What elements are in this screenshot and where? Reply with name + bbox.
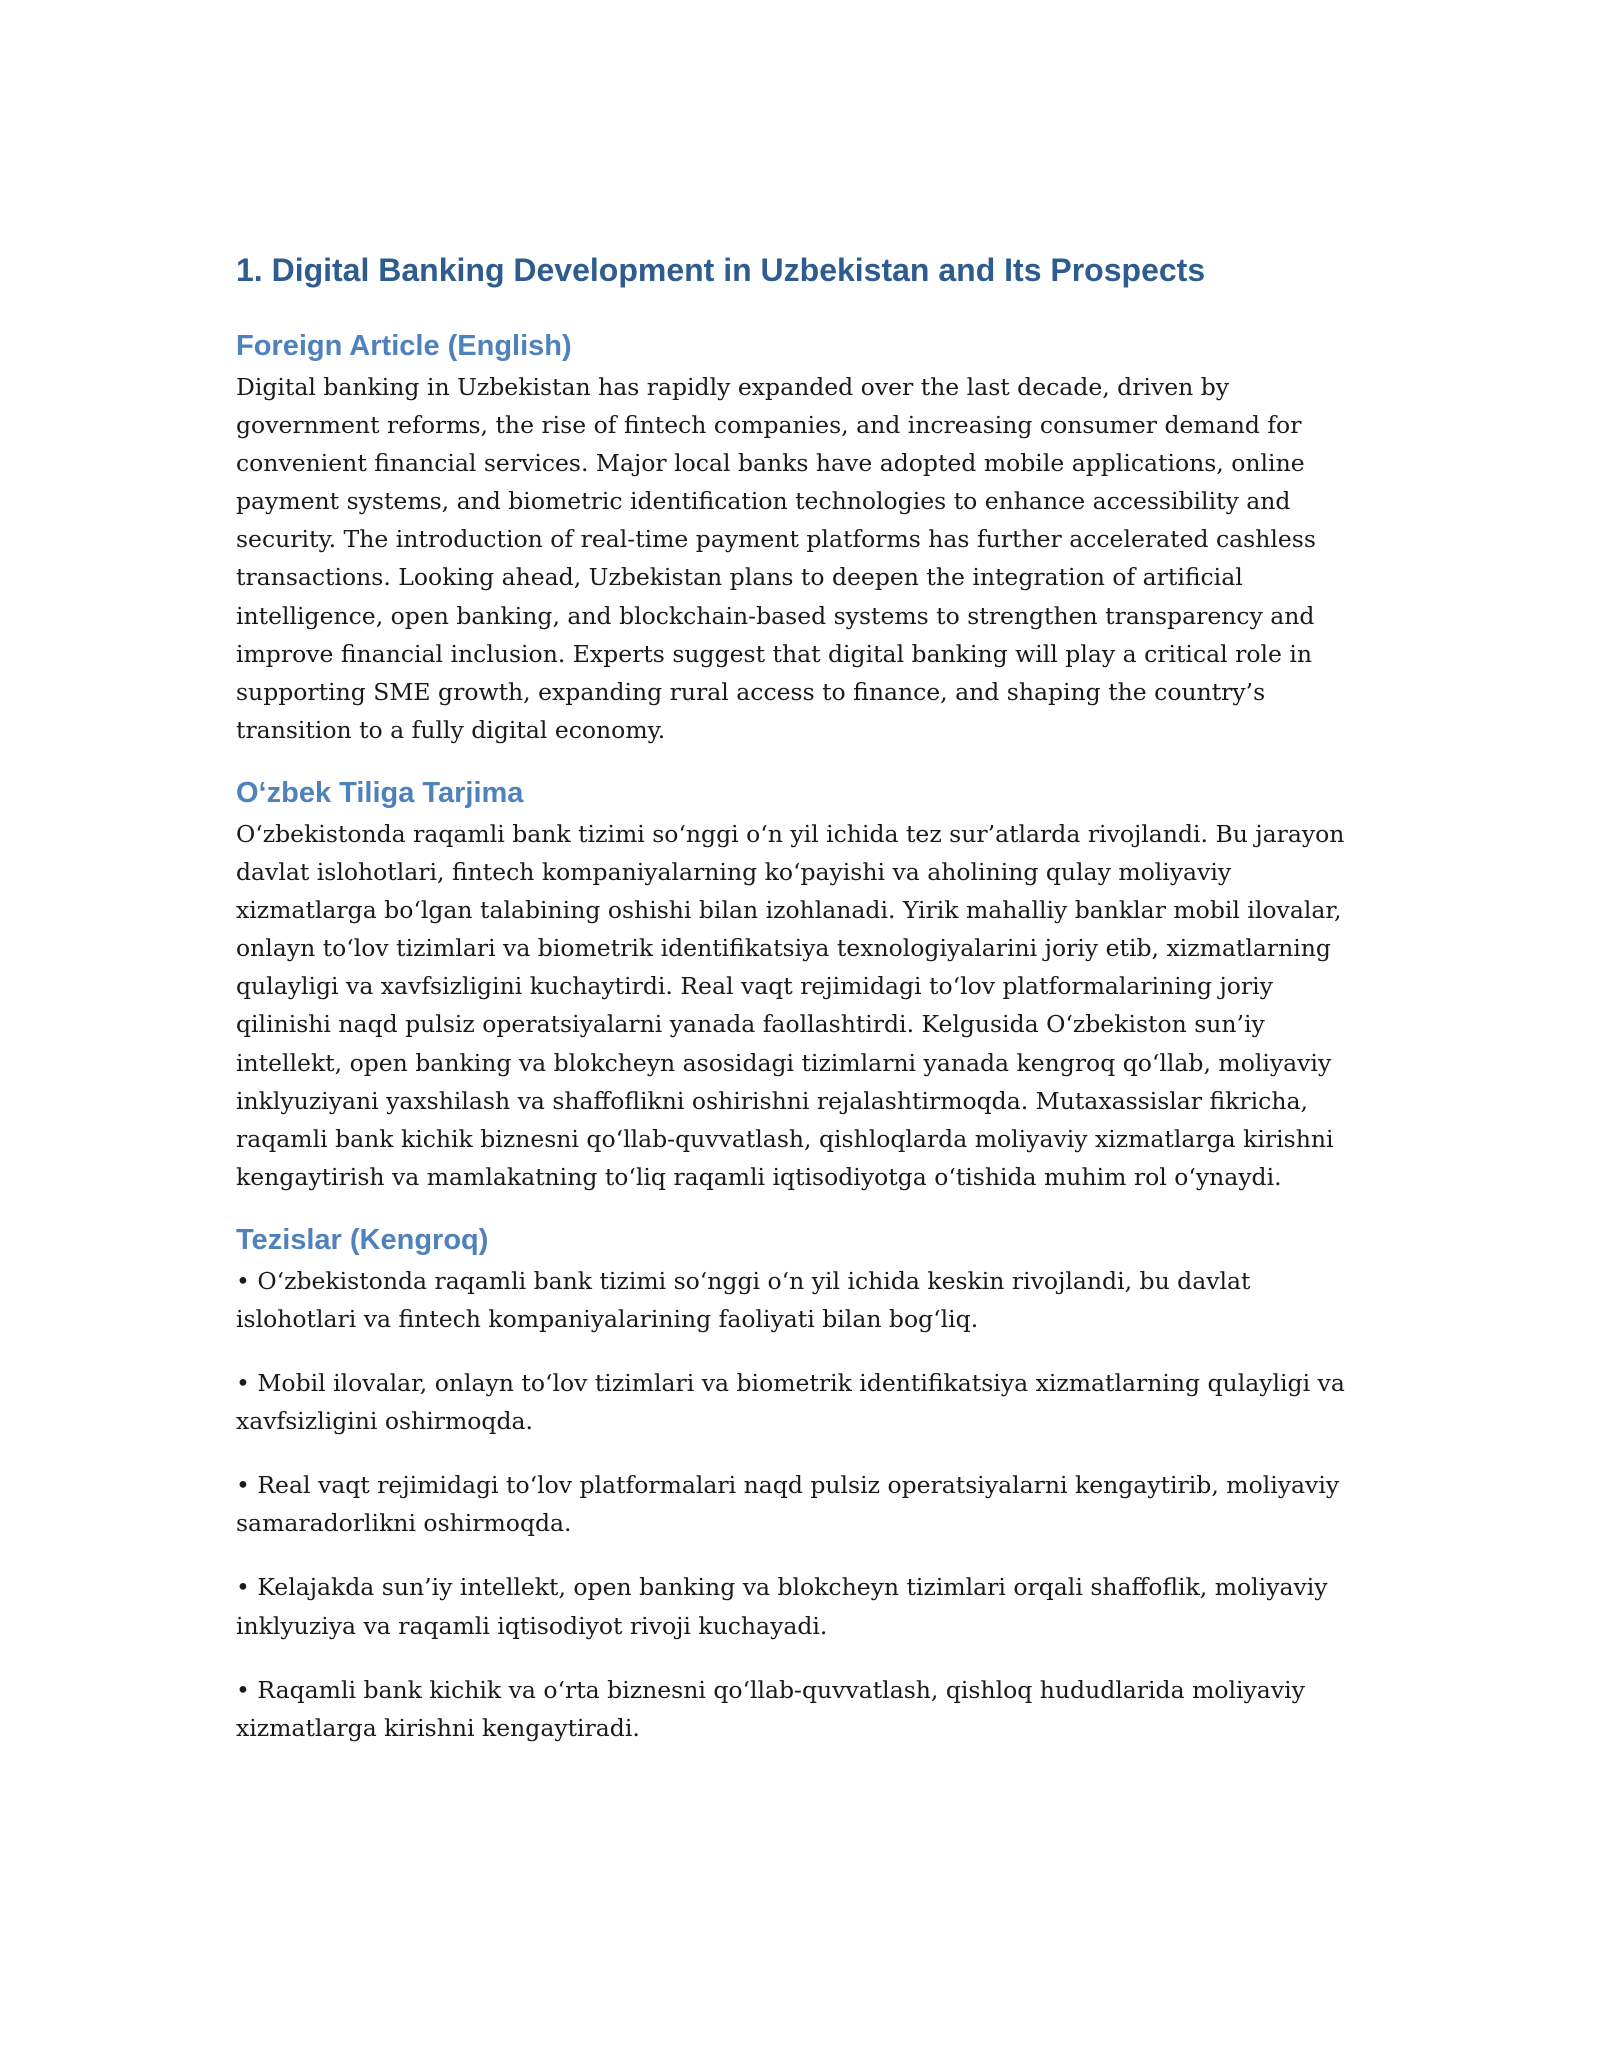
bullet-icon: • <box>236 1369 250 1398</box>
bullet-icon: • <box>236 1675 250 1704</box>
section-heading: O‘zbek Tiliga Tarjima <box>236 776 524 809</box>
bullet-item <box>236 1466 1372 1542</box>
bullet-text: Real vaqt rejimidagi to‘lov platformalari naqd pulsiz operatsiyalarni kengaytirib, moliyaviy samaradorlikni oshirmoqda. <box>236 1471 1340 1538</box>
paragraph: O‘zbekistonda raqamli bank tizimi so‘nggi o‘n yil ichida tez sur’atlarda rivojlandi. Bu jarayon davlat islohotlari, fintech kompaniyalarning ko‘payishi va aholining qulay moliyaviy xizmatlarga bo‘lgan talabining oshishi bilan izohlanadi. Yirik mahalliy banklar mobil ilovalar, onlayn to‘lov tizimlari va biometrik identifikatsiya texnologiyalarini joriy etib, xizmatlarning qulayligi va xavfsizligini kuchaytirdi. Real vaqt rejimidagi to‘lov platformalarining joriy qilinishi naqd pulsiz operatsiyalarni yanada faollashtirdi. Kelgusida O‘zbekiston sun’iy intellekt, open banking va blokcheyn asosidagi tizimlarni yanada kengroq qo‘llab, moliyaviy inklyuziyani yaxshilash va shaffoflikni oshirishni rejalashtirmoqda. Mutaxassislar fikricha, raqamli bank kichik biznesni qo‘llab-quvvatlash, qishloqlarda moliyaviy xizmatlarga kirishni kengaytirish va mamlakatning to‘liq raqamli iqtisodiyotga o‘tishida muhim rol o‘ynaydi. <box>236 819 1345 1191</box>
section-uzbek-translation <box>236 775 1372 1196</box>
section-heading: Tezislar (Kengroq) <box>236 1223 489 1256</box>
section-theses <box>236 1222 1372 1747</box>
bullet-text: Mobil ilovalar, onlayn to‘lov tizimlari va biometrik identifikatsiya xizmatlarning qulayligi va xavfsizligini oshirmoqda. <box>236 1369 1345 1436</box>
bullet-text: O‘zbekistonda raqamli bank tizimi so‘nggi o‘n yil ichida keskin rivojlandi, bu davlat islohotlari va fintech kompaniyalarining faoliyati bilan bog‘liq. <box>236 1266 1251 1333</box>
bullet-item <box>236 1671 1372 1747</box>
bullet-item <box>236 1364 1372 1440</box>
bullet-icon: • <box>236 1471 250 1500</box>
document-page <box>236 250 1372 1773</box>
bullet-text: Raqamli bank kichik va o‘rta biznesni qo‘llab-quvvatlash, qishloq hududlarida moliyaviy xizmatlarga kirishni kengaytiradi. <box>236 1675 1305 1742</box>
bullet-icon: • <box>236 1266 250 1295</box>
bullet-item <box>236 1568 1372 1644</box>
bullet-icon: • <box>236 1573 250 1602</box>
document-title: 1. Digital Banking Development in Uzbekistan and Its Prospects <box>236 252 1206 288</box>
section-heading: Foreign Article (English) <box>236 330 572 362</box>
section-foreign-article <box>236 328 1372 749</box>
bullet-item <box>236 1262 1372 1338</box>
bullet-text: Kelajakda sun’iy intellekt, open banking va blokcheyn tizimlari orqali shaffoflik, moliyaviy inklyuziya va raqamli iqtisodiyot rivoji kuchayadi. <box>236 1573 1328 1640</box>
paragraph: Digital banking in Uzbekistan has rapidly expanded over the last decade, driven by government reforms, the rise of fintech companies, and increasing consumer demand for convenient financial services. Major local banks have adopted mobile applications, online payment systems, and biometric identification technologies to enhance accessibility and security. The introduction of real-time payment platforms has further accelerated cashless transactions. Looking ahead, Uzbekistan plans to deepen the integration of artificial intelligence, open banking, and blockchain-based systems to strengthen transparency and improve financial inclusion. Experts suggest that digital banking will play a critical role in supporting SME growth, expanding rural access to finance, and shaping the country’s transition to a fully digital economy. <box>236 373 1316 744</box>
